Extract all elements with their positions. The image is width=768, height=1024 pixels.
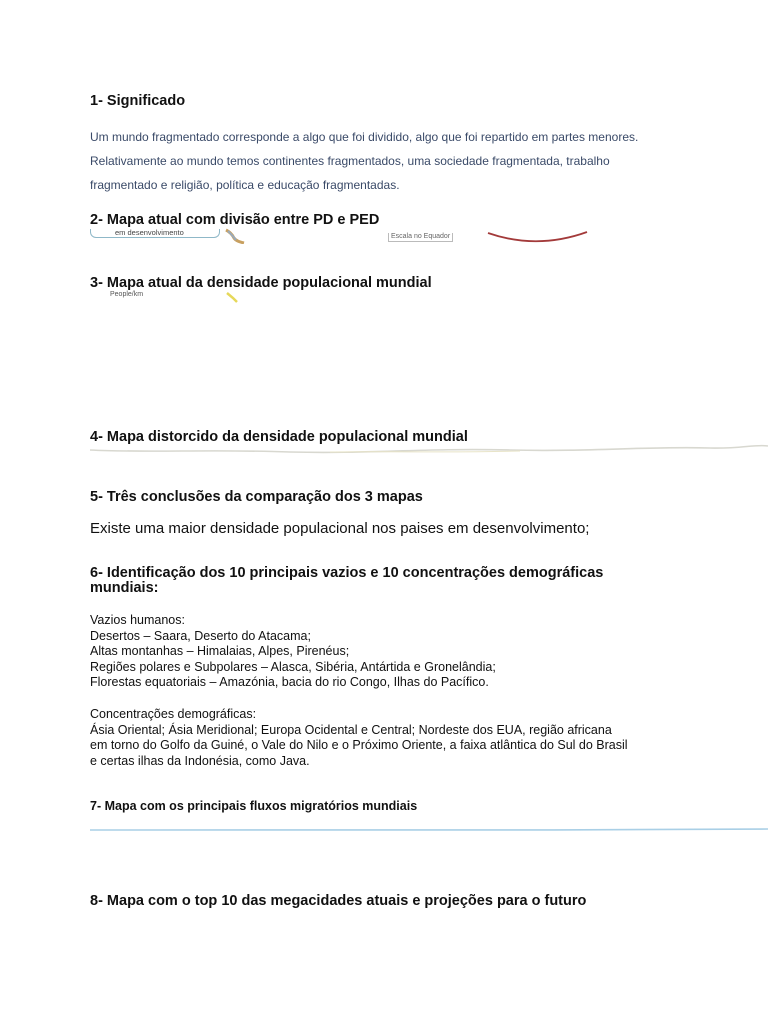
vazios-item: Desertos – Saara, Deserto do Atacama; — [90, 628, 311, 643]
section-1-line: Relativamente ao mundo temos continentes fragmentados, uma sociedade fragmentada, trabalho — [90, 154, 610, 168]
section-1-paragraph — [90, 125, 690, 197]
section-1-line: Um mundo fragmentado corresponde a algo que foi dividido, algo que foi repartido em partes menores. — [90, 130, 639, 144]
vazios-item: Florestas equatoriais – Amazónia, bacia do rio Congo, Ilhas do Pacífico. — [90, 675, 489, 689]
concentracoes-line: Ásia Oriental; Ásia Meridional; Europa Ocidental e Central; Nordeste dos EUA, região africana — [90, 722, 612, 737]
map-scale-fragment: Escala no Equador — [388, 233, 453, 242]
map-outline-fragment — [90, 440, 768, 456]
vazios-item: Regiões polares e Subpolares – Alasca, Sibéria, Antártida e Gronelândia; — [90, 659, 496, 674]
section-8-heading: 8- Mapa com o top 10 das megacidades atuais e projeções para o futuro — [90, 893, 587, 909]
section-1-heading: 1- Significado — [90, 93, 186, 109]
map-arc-fragment — [485, 228, 591, 246]
section-6-heading: 6- Identificação dos 10 principais vazios e 10 concentrações demográficas mundiais: — [90, 565, 604, 596]
concentracoes-line: em torno do Golfo da Guiné, o Vale do Nilo e o Próximo Oriente, a faixa atlântica do Sul do Brasil — [90, 738, 628, 752]
concentracoes-title: Concentrações demográficas: — [90, 707, 257, 721]
map-fragment-icon — [224, 228, 246, 244]
vazios-item: Altas montanhas – Himalaias, Alpes, Pirenéus; — [90, 644, 350, 658]
section-2-heading: 2- Mapa atual com divisão entre PD e PED — [90, 212, 380, 228]
map-fragment-icon — [224, 290, 240, 304]
vazios-block — [90, 613, 690, 691]
section-5-text: Existe uma maior densidade populacional nos paises em desenvolvimento; — [90, 520, 590, 537]
section-1-line: fragmentado e religião, política e educação fragmentadas. — [90, 178, 400, 192]
section-7-heading: 7- Mapa com os principais fluxos migratórios mundiais — [90, 799, 418, 813]
map-legend-fragment: em desenvolvimento — [90, 229, 220, 238]
section-4-heading: 4- Mapa distorcido da densidade populacional mundial — [90, 429, 468, 445]
map-border-fragment — [90, 826, 768, 834]
density-legend-fragment: People/km — [110, 291, 144, 298]
concentracoes-block — [90, 707, 690, 769]
section-5-heading: 5- Três conclusões da comparação dos 3 mapas — [90, 489, 423, 505]
section-3-heading: 3- Mapa atual da densidade populacional mundial — [90, 275, 432, 291]
concentracoes-line: e certas ilhas da Indonésia, como Java. — [90, 753, 310, 768]
vazios-title: Vazios humanos: — [90, 613, 185, 627]
